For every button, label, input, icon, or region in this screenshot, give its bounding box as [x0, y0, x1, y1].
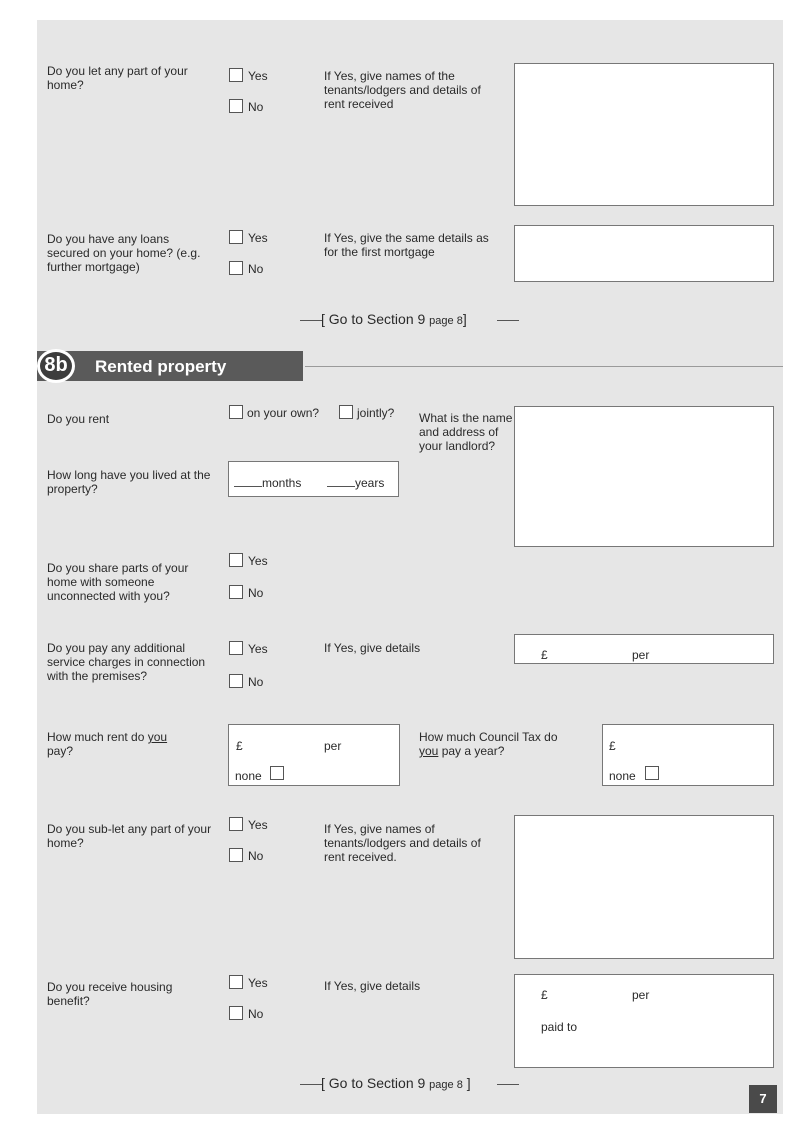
sublet-yes-checkbox[interactable] [229, 817, 243, 831]
years-entry[interactable]: years [327, 476, 384, 490]
loans-detail-label: If Yes, give the same details as for the first mortgage [324, 231, 489, 259]
rent-jointly-checkbox[interactable] [339, 405, 353, 419]
question-share: Do you share parts of your home with someone unconnected with you? [47, 561, 189, 603]
sublet-yes-label: Yes [248, 818, 268, 832]
loans-details-field[interactable] [514, 225, 774, 282]
benefit-detail-label: If Yes, give details [324, 979, 421, 993]
months-blank [234, 477, 262, 487]
question-loans: Do you have any loans secured on your home? (e.g. further mortgage) [47, 232, 201, 274]
service-no-label: No [248, 675, 264, 689]
let-no-label: No [248, 100, 264, 114]
rent-none-checkbox[interactable] [270, 766, 284, 780]
loans-yes-checkbox[interactable] [229, 230, 243, 244]
goto-rule-right [497, 320, 519, 321]
rent-own-label: on your own? [247, 406, 320, 420]
rent-own-checkbox[interactable] [229, 405, 243, 419]
benefit-paid-to-label: paid to [541, 1020, 578, 1034]
benefit-no-checkbox[interactable] [229, 1006, 243, 1020]
rent-per-label: per [324, 739, 342, 753]
service-no-checkbox[interactable] [229, 674, 243, 688]
benefit-no-label: No [248, 1007, 264, 1021]
service-yes-checkbox[interactable] [229, 641, 243, 655]
question-housing-benefit: Do you receive housing benefit? [47, 980, 173, 1008]
page-number: 7 [749, 1085, 777, 1113]
benefit-yes-label: Yes [248, 976, 268, 990]
let-yes-checkbox[interactable] [229, 68, 243, 82]
loans-no-label: No [248, 262, 264, 276]
rent-jointly-label: jointly? [357, 406, 395, 420]
rent-pound-label: £ [236, 739, 243, 753]
question-council-tax: How much Council Tax do you pay a year? [419, 730, 558, 758]
goto-section-9-link-b[interactable]: [ Go to Section 9 page 8 ] [321, 1075, 471, 1091]
share-yes-label: Yes [248, 554, 268, 568]
benefit-pound-label: £ [541, 988, 548, 1002]
share-yes-checkbox[interactable] [229, 553, 243, 567]
months-entry[interactable]: months [234, 476, 301, 490]
let-detail-label: If Yes, give names of the tenants/lodgers and details of rent received [324, 69, 481, 111]
council-pound-label: £ [609, 739, 616, 753]
question-rent: Do you rent [47, 412, 110, 426]
sublet-detail-label: If Yes, give names of tenants/lodgers and details of rent received. [324, 822, 481, 864]
question-let-home: Do you let any part of your home? [47, 64, 188, 92]
sublet-no-checkbox[interactable] [229, 848, 243, 862]
benefit-per-label: per [632, 988, 650, 1002]
section-divider [305, 366, 783, 367]
section-title: Rented property [95, 357, 227, 376]
loans-yes-label: Yes [248, 231, 268, 245]
share-no-label: No [248, 586, 264, 600]
let-yes-label: Yes [248, 69, 268, 83]
question-rent-amount: How much rent do you pay? [47, 730, 168, 758]
landlord-question: What is the name and address of your landlord? [419, 411, 513, 453]
section-badge: 8b [37, 349, 75, 383]
years-blank [327, 477, 355, 487]
council-none-label: none [609, 769, 636, 783]
question-service-charges: Do you pay any additional service charges in connection with the premises? [47, 641, 206, 683]
loans-no-checkbox[interactable] [229, 261, 243, 275]
goto-rule-left-b [300, 1084, 322, 1085]
service-per-label: per [632, 648, 650, 662]
benefit-yes-checkbox[interactable] [229, 975, 243, 989]
sublet-no-label: No [248, 849, 264, 863]
landlord-field[interactable] [514, 406, 774, 547]
question-how-long: How long have you lived at the property? [47, 468, 211, 496]
goto-rule-right-b [497, 1084, 519, 1085]
question-sublet: Do you sub-let any part of your home? [47, 822, 212, 850]
council-none-checkbox[interactable] [645, 766, 659, 780]
share-no-checkbox[interactable] [229, 585, 243, 599]
goto-section-9-link-a[interactable]: [ Go to Section 9 page 8] [321, 311, 467, 327]
sublet-details-field[interactable] [514, 815, 774, 959]
service-detail-label: If Yes, give details [324, 641, 421, 655]
let-details-field[interactable] [514, 63, 774, 206]
service-pound-label: £ [541, 648, 548, 662]
goto-rule-left [300, 320, 322, 321]
rent-none-label: none [235, 769, 262, 783]
let-no-checkbox[interactable] [229, 99, 243, 113]
service-yes-label: Yes [248, 642, 268, 656]
